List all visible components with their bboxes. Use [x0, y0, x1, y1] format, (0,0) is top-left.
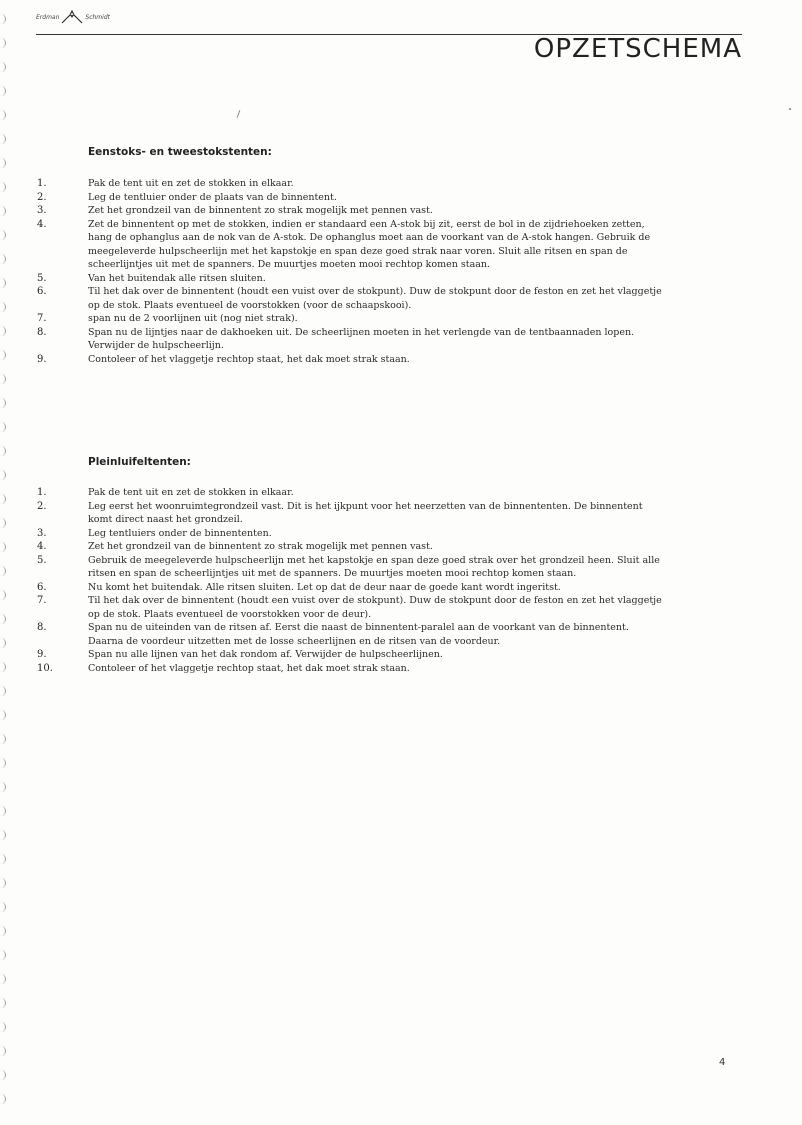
list-item — [0, 662, 802, 676]
list-item — [0, 218, 802, 272]
list-item — [0, 554, 802, 581]
step-number: 6. — [37, 286, 47, 297]
step-number: 9. — [37, 649, 47, 660]
list-item — [0, 527, 802, 541]
list-item — [0, 500, 802, 527]
page-number: 4 — [719, 1057, 726, 1068]
step-text: Til het dak over de binnentent (houdt een vuist over de stokpunt). Duw de stokpunt door de feston en zet het vlaggetje op de stok. Plaats eventueel de voorstokken voor de deur). — [88, 595, 662, 620]
document-title: OPZETSCHEMA — [533, 34, 742, 64]
list-item — [0, 594, 802, 621]
list-item — [0, 177, 802, 191]
list-item — [0, 204, 802, 218]
step-text: Leg eerst het woonruimtegrondzeil vast. Dit is het ijkpunt voor het neerzetten van de binnententen. De binnentent komt direct naast het grondzeil. — [88, 500, 643, 525]
list-item — [0, 540, 802, 554]
list-item — [0, 312, 802, 326]
list-item — [0, 326, 802, 353]
steps-list-pleinluifel — [0, 486, 802, 675]
step-number: 3. — [37, 527, 47, 539]
step-text: Leg de tentluier onder de plaats van de binnentent. — [88, 191, 337, 203]
logo-text-left: Erdman — [36, 13, 60, 21]
logo-text-right: Schmidt — [85, 13, 110, 21]
step-text: Span nu de lijntjes naar de dakhoeken uit. De scheerlijnen moeten in het verlengde van de tentbaannaden lopen. Verwijder de hulpscheerlijn. — [88, 326, 635, 351]
list-item — [0, 272, 802, 286]
step-number: 1. — [37, 178, 47, 189]
section-title-eenstoks: Eenstoks- en tweestokstenten: — [88, 146, 272, 158]
step-text: Span nu alle lijnen van het dak rondom af. Verwijder de hulpscheerlijnen. — [88, 649, 443, 660]
step-number: 2. — [37, 500, 47, 512]
step-text: Pak de tent uit en zet de stokken in elkaar. — [88, 487, 294, 498]
step-text: Van het buitendak alle ritsen sluiten. — [88, 272, 266, 284]
step-text: Contoleer of het vlaggetje rechtop staat, het dak moet strak staan. — [88, 662, 410, 674]
step-number: 3. — [37, 205, 47, 216]
brand-logo — [36, 10, 110, 24]
list-item — [0, 621, 802, 648]
list-item — [0, 581, 802, 595]
step-number: 10. — [37, 662, 53, 674]
step-number: 5. — [37, 554, 47, 566]
step-number: 9. — [37, 353, 47, 365]
list-item — [0, 648, 802, 662]
step-text: Pak de tent uit en zet de stokken in elkaar. — [88, 178, 294, 189]
step-number: 4. — [37, 218, 47, 230]
step-text: Nu komt het buitendak. Alle ritsen sluiten. Let op dat de deur naar de goede kant wordt ingeritst. — [88, 581, 561, 593]
step-text: Contoleer of het vlaggetje rechtop staat, het dak moet strak staan. — [88, 353, 410, 365]
step-text: Zet de binnentent op met de stokken, indien er standaard een A-stok bij zit, eerst de bol in de zijdriehoeken zetten, hang de ophanglus aan de nok van de A-stok. De ophanglus moet aan de voorkant van de A-stok hangen. Gebruik de meegeleverde hulpscheerlijn met het kapstokje en span deze goed strak naar voren. Sluit alle ritsen en span de scheerlijntjes uit met de spanners. De muurtjes moeten mooi rechtop komen staan. — [88, 218, 651, 270]
step-number: 4. — [37, 541, 47, 552]
step-number: 8. — [37, 622, 47, 633]
list-item — [0, 285, 802, 312]
step-number: 5. — [37, 272, 47, 284]
step-number: 7. — [37, 313, 47, 324]
step-text: Leg tentluiers onder de binnententen. — [88, 527, 272, 539]
step-text: Zet het grondzeil van de binnentent zo strak mogelijk met pennen vast. — [88, 205, 433, 216]
step-text: Span nu de uiteinden van de ritsen af. Eerst die naast de binnentent-paralel aan de voorkant van de binnentent. Daarna de voordeur uitzetten met de losse scheerlijnen en de ritsen van de voordeur. — [88, 622, 629, 647]
step-number: 8. — [37, 326, 47, 338]
section-title-pleinluifel: Pleinluifeltenten: — [88, 456, 191, 468]
step-number: 1. — [37, 487, 47, 498]
step-number: 7. — [37, 595, 47, 606]
step-text: span nu de 2 voorlijnen uit (nog niet strak). — [88, 313, 298, 324]
speck — [789, 108, 791, 110]
steps-list-eenstoks — [0, 177, 802, 366]
step-text: Til het dak over de binnentent (houdt een vuist over de stokpunt). Duw de stokpunt door de feston en zet het vlaggetje op de stok. Plaats eventueel de voorstokken (voor de schaapskooi). — [88, 286, 662, 311]
step-text: Zet het grondzeil van de binnentent zo strak mogelijk met pennen vast. — [88, 541, 433, 552]
mountain-icon — [61, 10, 83, 24]
list-item — [0, 353, 802, 367]
step-text: Gebruik de meegeleverde hulpscheerlijn met het kapstokje en span deze goed strak over het grondzeil heen. Sluit alle ritsen en span de scheerlijntjes uit met de spanners. De muurtjes moeten mooi rechtop komen staan. — [88, 554, 660, 579]
pencil-mark — [237, 110, 241, 118]
step-number: 6. — [37, 581, 47, 593]
step-number: 2. — [37, 191, 47, 203]
list-item — [0, 191, 802, 205]
list-item — [0, 486, 802, 500]
